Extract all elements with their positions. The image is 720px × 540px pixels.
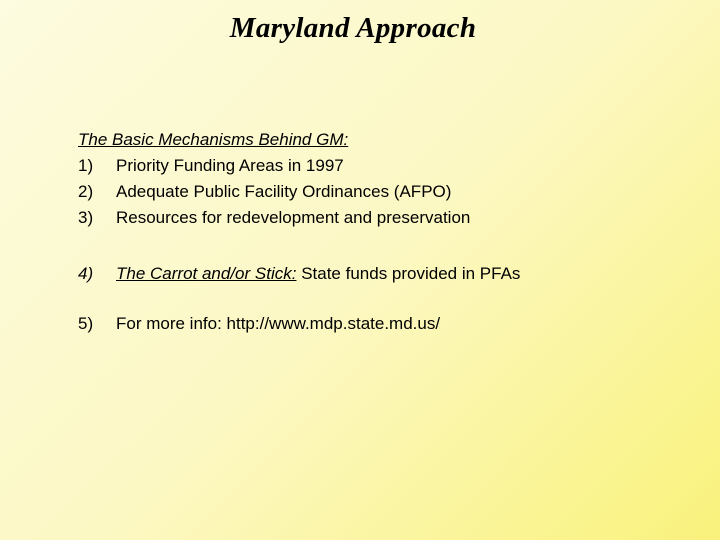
more-info-text: For more info: http://www.mdp.state.md.us/ [116, 314, 441, 333]
item-number: 3) [78, 208, 94, 227]
carrot-stick-label: The Carrot and/or Stick: [116, 264, 297, 283]
carrot-stick-text: State funds provided in PFAs [296, 264, 521, 283]
list-item-more-info [78, 311, 520, 337]
item-number: 2) [78, 182, 94, 201]
slide-title: Maryland Approach [229, 12, 477, 44]
item-text: Priority Funding Areas in 1997 [116, 156, 344, 175]
mechanisms-heading: The Basic Mechanisms Behind GM: [78, 130, 349, 149]
slide-content [78, 127, 520, 337]
list-item [78, 179, 520, 205]
item-number: 1) [78, 156, 94, 175]
list-item [78, 153, 520, 179]
item-number: 4) [78, 264, 94, 283]
item-text [116, 261, 520, 287]
item-text: Adequate Public Facility Ordinances (AFPO) [116, 182, 452, 201]
list-item-carrot-stick [78, 261, 520, 287]
item-number: 5) [78, 314, 94, 333]
item-text: Resources for redevelopment and preservation [116, 208, 471, 227]
list-item [78, 205, 520, 231]
